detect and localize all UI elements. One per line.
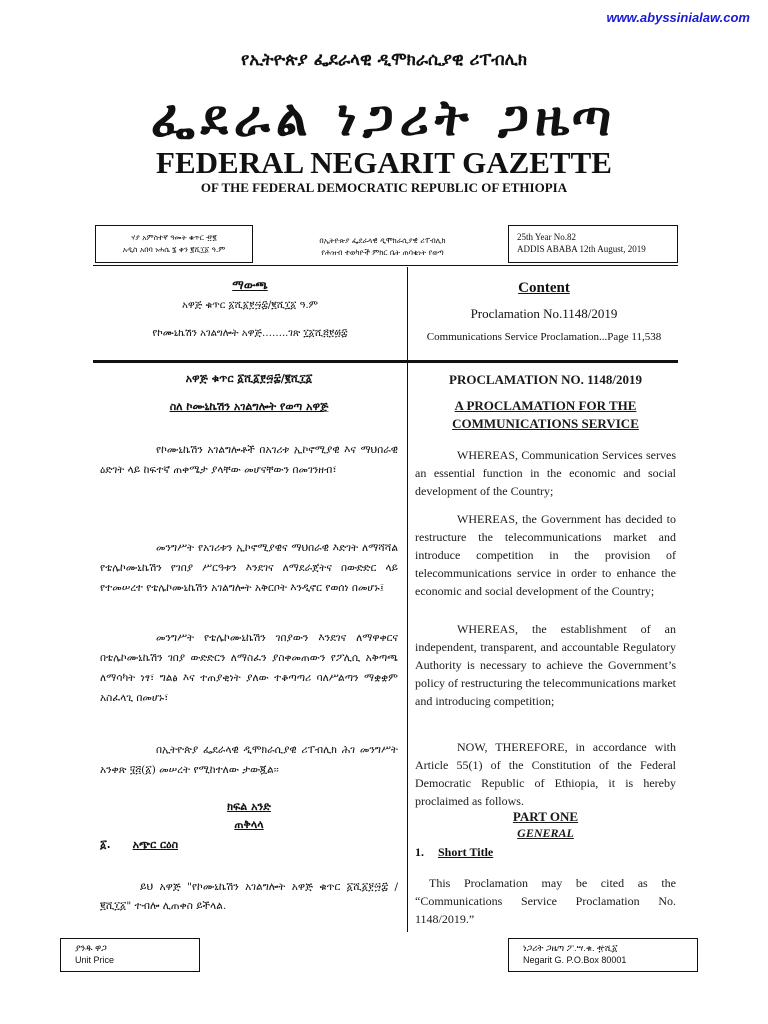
po-box-info [508, 938, 698, 972]
english-part-heading [415, 808, 676, 842]
amharic-article-number: ፩. [100, 838, 111, 851]
english-toc-heading: Content [518, 280, 570, 296]
po-box-amharic: ነጋሪት ጋዜጣ ፖ.ሣ.ቁ. ፹ሺ፩ [523, 943, 618, 953]
amharic-part-heading [100, 798, 398, 834]
amharic-republic-heading: የኢትዮጵያ ፌደራላዊ ዲሞክራሲያዊ ሪፐብሊክ [240, 50, 528, 70]
amharic-article-title: አጭር ርዕስ [132, 838, 179, 851]
amharic-short-title-heading [100, 838, 178, 852]
english-republic-heading: OF THE FEDERAL DEMOCRATIC REPUBLIC OF ETHIOPIA [200, 180, 568, 195]
english-issue-box [508, 225, 678, 263]
amharic-issue-line-2: አዲስ አበባ ነሐሴ ፮ ቀን ፪ሺ፲፩ ዓ.ም [122, 245, 226, 254]
english-article-number: 1. [415, 845, 424, 859]
amharic-toc-item-1: አዋጅ ቁጥር ፩ሺ፩፻፵፰/፪ሺ፲፩ ዓ.ም [181, 300, 319, 311]
english-preamble-4: NOW, THEREFORE, in accordance with Article 55(1) of the Constitution of the Federal Democratic Republic of Ethiopia, it is hereby proclaimed as follows. [415, 740, 676, 808]
amharic-part-subtitle: ጠቅላላ [234, 818, 264, 831]
column-divider [407, 267, 408, 932]
amharic-preamble-4: በኢትዮጵያ ፌደራላዊ ዲሞክራሲያዊ ሪፐብሊክ ሕገ መንግሥት አንቀጽ ፶፭(፩) መሠረት የሚከተለው ታውጇል፡፡ [100, 744, 398, 776]
english-issue-line-1: 25th Year No.82 [517, 232, 577, 242]
amharic-part-title: ክፍል አንድ [227, 800, 271, 813]
amharic-toc-item-2: የኮሙኒኬሽን አገልግሎት አዋጅ……..ገጽ ፲፩ሺ፭፻፴፰ [152, 328, 348, 339]
amharic-issue-box [95, 225, 253, 263]
publisher-note [265, 235, 500, 259]
english-issue-line-2: ADDIS ABABA 12th August, 2019 [517, 244, 646, 254]
amharic-proclamation-subtitle: ስለ ኮሙኒኬሽን አገልግሎት የወጣ አዋጅ [169, 400, 329, 413]
amharic-preamble-3: መንግሥት የቴሌኮሙኒኬሽን ገበያውን እንደገና ለማዋቀርና በቴሌኮሙኒኬሽን ገበያ ውድድርን ለማስፈን ያስቀመጠውን የፖሊሲ አቅጣጫ ለማሳካት ነፃ፣ ግልፅ እና ተጠያቂነት ያለው ተቆጣጣሪ ባለሥልጣን ማቋቋም አስፈላጊ በመሆኑ፣ [100, 632, 398, 704]
english-toc-item-1: Proclamation No.1148/2019 [470, 306, 618, 321]
content-rule [93, 360, 678, 363]
english-toc-item-2: Communications Service Proclamation...Page 11,538 [426, 331, 662, 343]
amharic-citation-text: ይህ አዋጅ "የኮሙኒኬሽን አገልግሎት አዋጅ ቁጥር ፩ሺ፩፻፵፰ / ፪ሺ፲፩" ተብሎ ሊጠቀስ ይችላል. [100, 881, 398, 912]
header-rule [93, 265, 678, 266]
english-article-title: Short Title [438, 845, 494, 859]
english-masthead: FEDERAL NEGARIT GAZETTE [156, 145, 612, 180]
english-proclamation-subtitle [415, 397, 676, 433]
english-preamble-1: WHEREAS, Communication Services serves an essential function in the economic and social development of the Country; [415, 448, 676, 498]
english-part-subtitle: GENERAL [517, 826, 574, 840]
amharic-issue-line-1: ሃያ አምስተኛ ዓመት ቁጥር ፹፪ [131, 233, 217, 242]
english-proclamation-title: PROCLAMATION NO. 1148/2019 [449, 372, 642, 387]
unit-price-amharic: ያንዱ ዋጋ [75, 943, 107, 953]
unit-price-english: Unit Price [75, 955, 115, 965]
website-link[interactable]: www.abyssinialaw.com [606, 10, 750, 25]
amharic-masthead: ፌደራል ነጋሪት ጋዜጣ [150, 88, 618, 147]
english-preamble-2: WHEREAS, the Government has decided to restructure the telecommunications market and introduce competition in the provision of telecommunications service in order to enhance the economic and social development of the Country; [415, 512, 676, 598]
unit-price-box [60, 938, 200, 972]
amharic-toc-heading: ማውጫ [232, 278, 268, 292]
amharic-proclamation-title: አዋጅ ቁጥር ፩ሺ፩፻፵፰/፪ሺ፲፩ [185, 372, 313, 385]
english-subtitle-line-1: A PROCLAMATION FOR THE [454, 398, 637, 413]
publisher-note-line-2: የሕዝብ ተወካዮች ምክር ቤት ጠባቂነት የወጣ [321, 248, 444, 257]
publisher-note-line-1: በኢትዮጵያ ፌደራላዊ ዲሞክራሲያዊ ሪፐብሊክ [319, 236, 446, 245]
amharic-preamble-2: መንግሥት የአገሪቱን ኢኮኖሚያዊና ማህበራዊ እድገት ለማሻሻል የቴሌኮሙኒኬሽን የገበያ ሥርዓቱን እንደገና ለማደራጀትና በውድድር ላይ የተመሠረተ የቴሌኮሙኒኬሽን አገልግሎት አቅርቦት እንዲኖር የወሰነ በመሆኑ፤ [100, 542, 398, 594]
english-part-title: PART ONE [512, 809, 579, 824]
english-citation-text: This Proclamation may be cited as the “Communications Service Proclamation No. 1148/2019.” [415, 876, 676, 926]
english-short-title-heading [415, 845, 493, 860]
english-preamble-3: WHEREAS, the establishment of an independent, transparent, and accountable Regulatory Authority is necessary to achieve the Government’s policy of restructuring the telecommunications market and introducing competition; [415, 622, 676, 708]
po-box-english: Negarit G. P.O.Box 80001 [523, 955, 627, 965]
english-subtitle-line-2: COMMUNICATIONS SERVICE [452, 416, 639, 431]
amharic-preamble-1: የኮሙኒኬሽን አገልግሎቶች በአገሪቱ ኢኮኖሚያዊ እና ማህበራዊ ዕድገት ላይ ከፍተኛ ጠቀሜታ ያላቸው መሆናቸውን በመገንዘብ፣ [100, 444, 398, 476]
